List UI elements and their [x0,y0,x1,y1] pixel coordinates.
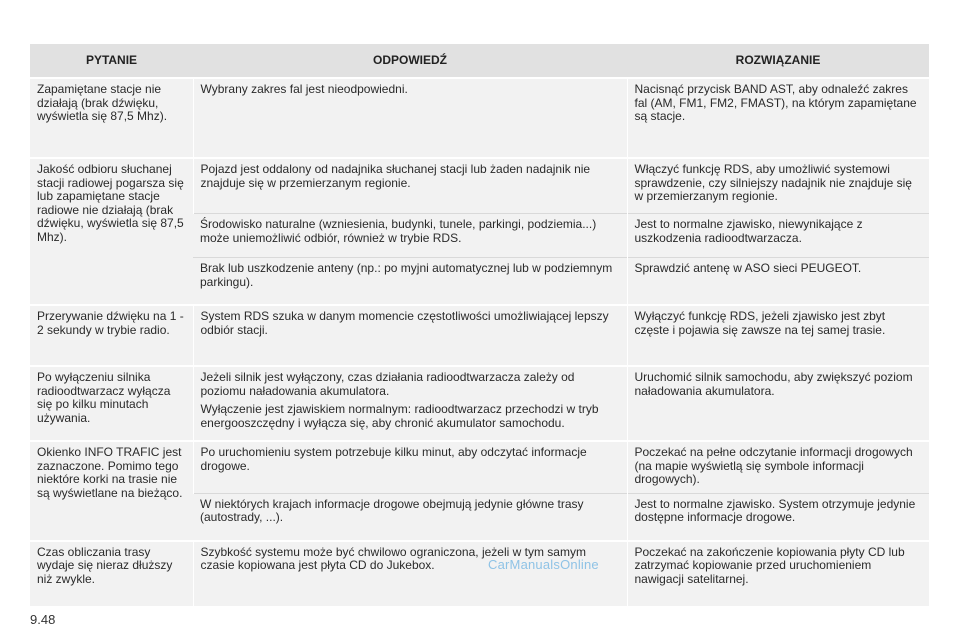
answer-cell: Po uruchomieniu system potrzebuje kilku minut, aby odczytać informacje drogowe. [193,441,627,493]
answer-cell [193,366,627,441]
answer-cell: Pojazd jest oddalony od nadajnika słuchanej stacji lub żaden nadajnik nie znajduje się w przemierzanym regionie. [193,158,627,214]
answer-paragraph: Jeżeli silnik jest wyłączony, czas działania radioodtwarzacza zależy od poziomu naładowania akumulatora. [200,370,575,398]
troubleshooting-table [30,44,929,606]
question-cell: Jakość odbioru słuchanej stacji radiowej pogarsza się lub zapamiętane stacje radiowe nie działają (brak dźwięku, wyświetla się 87,5 Mhz). [30,158,193,305]
table-header-row [30,44,929,78]
answer-cell: Szybkość systemu może być chwilowo ograniczona, jeżeli w tym samym czasie kopiowana jest płyta CD do Jukebox. [193,541,627,606]
solution-cell: Poczekać na pełne odczytanie informacji drogowych (na mapie wyświetlą się symbole informacji drogowych). [627,441,929,493]
table-row [30,366,929,441]
watermark: CarManualsOnline [488,557,599,572]
answer-paragraph: Wyłączenie jest zjawiskiem normalnym: radioodtwarzacz przechodzi w tryb energooszczędny i wyłącza się, aby chronić akumulator samochodu. [200,402,599,430]
header-solution: ROZWIĄZANIE [627,44,929,78]
solution-cell: Poczekać na zakończenie kopiowania płyty CD lub zatrzymać kopiowanie przed uruchomieniem nawigacji satelitarnej. [627,541,929,606]
troubleshooting-table-container [30,44,929,606]
page-number: 9.48 [30,612,56,627]
header-answer: ODPOWIEDŹ [193,44,627,78]
table-row [30,441,929,493]
table-row [30,541,929,606]
question-cell: Przerywanie dźwięku na 1 - 2 sekundy w trybie radio. [30,305,193,366]
table-row [30,305,929,366]
solution-cell: Jest to normalne zjawisko. System otrzymuje jedynie dostępne informacje drogowe. [627,493,929,541]
solution-cell: Uruchomić silnik samochodu, aby zwiększyć poziom naładowania akumulatora. [627,366,929,441]
question-cell: Zapamiętane stacje nie działają (brak dźwięku, wyświetla się 87,5 Mhz). [30,78,193,158]
answer-cell: Środowisko naturalne (wzniesienia, budynki, tunele, parkingi, podziemia...) może uniemożliwić odbiór, również w trybie RDS. [193,214,627,258]
question-cell: Po wyłączeniu silnika radioodtwarzacz wyłącza się po kilku minutach używania. [30,366,193,441]
header-question: PYTANIE [30,44,193,78]
question-cell: Czas obliczania trasy wydaje się nieraz dłuższy niż zwykle. [30,541,193,606]
table-row [30,158,929,214]
solution-cell: Nacisnąć przycisk BAND AST, aby odnaleźć zakres fal (AM, FM1, FM2, FMAST), na którym zapamiętane są stacje. [627,78,929,158]
answer-cell: Brak lub uszkodzenie anteny (np.: po myjni automatycznej lub w podziemnym parkingu). [193,258,627,306]
solution-cell: Włączyć funkcję RDS, aby umożliwić systemowi sprawdzenie, czy silniejszy nadajnik nie znajduje się w przemierzanym regionie. [627,158,929,214]
solution-cell: Sprawdzić antenę w ASO sieci PEUGEOT. [627,258,929,306]
question-cell: Okienko INFO TRAFIC jest zaznaczone. Pomimo tego niektóre korki na trasie nie są wyświetlane na bieżąco. [30,441,193,541]
solution-cell: Jest to normalne zjawisko, niewynikające z uszkodzenia radioodtwarzacza. [627,214,929,258]
answer-cell: Wybrany zakres fal jest nieodpowiedni. [193,78,627,158]
answer-cell: W niektórych krajach informacje drogowe obejmują jedynie główne trasy (autostrady, ...). [193,493,627,541]
solution-cell: Wyłączyć funkcję RDS, jeżeli zjawisko jest zbyt częste i pojawia się zawsze na tej samej trasie. [627,305,929,366]
table-row [30,78,929,158]
answer-cell: System RDS szuka w danym momencie częstotliwości umożliwiającej lepszy odbiór stacji. [193,305,627,366]
